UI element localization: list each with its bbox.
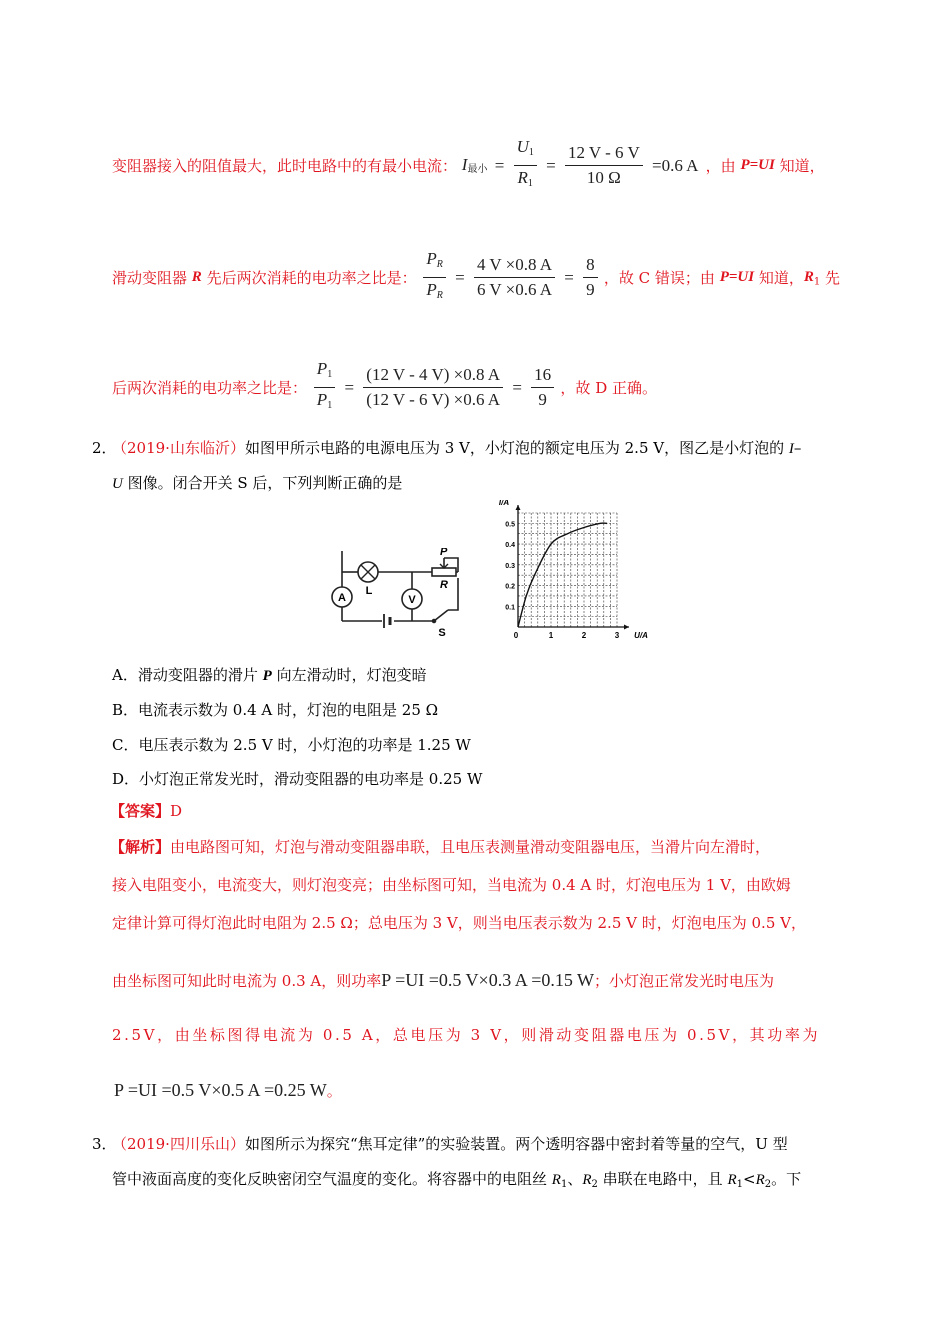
- analysis-line-6: P =UI =0.5 V×0.5 A =0.25 W。: [114, 1080, 342, 1100]
- y-tick-label: 0.1: [505, 604, 515, 612]
- voltmeter-symbol: [402, 589, 422, 609]
- slider-label: P: [440, 548, 448, 558]
- origin-label: 0: [513, 631, 519, 640]
- option-label: D．: [112, 770, 140, 788]
- question-2-source: （2019·山东临沂）: [112, 439, 245, 457]
- x-axis-arrow: [624, 625, 629, 630]
- iu-graph: [488, 500, 648, 646]
- option-text: 电流表示数为 0.4 A 时，灯泡的电阻是 25 Ω: [138, 701, 439, 719]
- solution-line-1: 变阻器接入的阻值最大，此时电路中的有最小电流： $I_{最小}$ = $\frac{U_1}{R_1}$ = $\frac{12 V - 6 V}{10 \Omega}$ =0.6 A ，由 P=UI 知道，: [112, 137, 825, 189]
- switch-symbol: [432, 610, 448, 623]
- battery-symbol: [384, 614, 390, 628]
- y-axis-arrow: [516, 505, 521, 510]
- option-text: 滑动变阻器的滑片: [137, 666, 263, 684]
- answer-value: D: [170, 802, 183, 820]
- ammeter-label: A: [338, 592, 346, 604]
- question-3-stem-line-2: 管中液面高度的变化反映密闭空气温度的变化。将容器中的电阻丝 $R_1$、$R_2$ 串联在电路中，且 $R_1<R_2$。下: [112, 1170, 802, 1190]
- analysis-line-5: 2.5V，由坐标图得电流为 0.5 A，总电压为 3 V，则滑动变阻器电压为 0.5V，其功率为: [112, 1026, 821, 1044]
- question-3-number: 3．: [92, 1135, 117, 1153]
- circuit-diagram: [298, 548, 474, 648]
- option-label: A．: [112, 666, 138, 684]
- question-2-number: 2．: [92, 439, 117, 457]
- question-3-source: （2019·四川乐山）: [112, 1135, 245, 1153]
- lamp-symbol: [358, 562, 378, 582]
- min-current-formula: $I_{最小}$ = $\frac{U_1}{R_1}$ = $\frac{12 V - 6 V}{10 \Omega}$ =0.6 A: [461, 137, 699, 189]
- rheostat-symbol: [432, 558, 456, 576]
- x-tick-label: 3: [614, 631, 620, 640]
- option-variable: P: [262, 668, 272, 684]
- x-tick-label: 2: [581, 631, 587, 640]
- power-equation-2: P =UI =0.5 V×0.5 A =0.25 W: [114, 1080, 327, 1100]
- y-tick-label: 0.5: [505, 521, 515, 529]
- option-c: [112, 734, 471, 755]
- option-text: 电压表示数为 2.5 V 时，小灯泡的功率是 1.25 W: [138, 736, 471, 754]
- analysis-line-3: 定律计算可得灯泡此时电阻为 2.5 Ω；总电压为 3 V，则当电压表示数为 2.5 V 时，灯泡电压为 0.5 V，: [112, 914, 806, 932]
- lamp-label: L: [365, 585, 373, 597]
- analysis-label: 【解析】: [110, 838, 171, 856]
- y-tick-label: 0.4: [505, 542, 515, 550]
- option-label: C．: [112, 736, 139, 754]
- rheostat-label: R: [440, 579, 448, 591]
- question-3-stem-line-1: （2019·四川乐山）如图所示为探究“焦耳定律”的实验装置。两个透明容器中密封着等量的空气，U 型: [112, 1135, 788, 1153]
- question-2-stem-line-1: （2019·山东临沂）如图甲所示电路的电源电压为 3 V，小灯泡的额定电压为 2.5 V，图乙是小灯泡的 I–: [112, 439, 802, 457]
- option-text: 小灯泡正常发光时，滑动变阻器的电功率是 0.25 W: [139, 770, 483, 788]
- answer-label: 【答案】: [110, 802, 171, 820]
- analysis-line-2: 接入电阻变小，电流变大，则灯泡变亮；由坐标图可知，当电流为 0.4 A 时，灯泡电压为 1 V，由欧姆: [112, 876, 791, 894]
- voltmeter-label: V: [408, 594, 416, 606]
- analysis-line-1: 【解析】由电路图可知，灯泡与滑动变阻器串联，且电压表测量滑动变阻器电压，当滑片向左滑时，: [110, 838, 771, 856]
- solution-line-2: 滑动变阻器 R 先后两次消耗的电功率之比是： $\frac{P_R}{P_R}$ = $\frac{4 V \times 0.8 A}{6 V \times 0.6 A}$ = $\frac{8}{9}$ ，故 C 错误；由 P=UI 知道，$R_1$ 先: [112, 249, 841, 301]
- option-a: [112, 664, 427, 685]
- power-ratio-formula: $\frac{P_R}{P_R}$ = $\frac{4 V \times 0.8 A}{6 V \times 0.6 A}$ = $\frac{8}{9}$: [421, 266, 604, 285]
- answer-line: [110, 800, 182, 821]
- switch-label: S: [438, 627, 446, 639]
- y-tick-label: 0.2: [505, 583, 515, 591]
- y-axis-label: I/A: [498, 500, 510, 507]
- solution-line-3: 后两次消耗的电功率之比是： $\frac{P_1}{P_1}$ = $\frac{(12 V - 4 V) \times 0.8 A}{(12 V - 6 V) \times 0.6 A}$ = $\frac{16}{9}$ ，故 D 正确。: [112, 359, 657, 411]
- r1-power-ratio-formula: $\frac{P_1}{P_1}$ = $\frac{(12 V - 4 V) \times 0.8 A}{(12 V - 6 V) \times 0.6 A}$ = $\frac{16}{9}$: [312, 376, 561, 395]
- question-2-stem-line-2: U 图像。闭合开关 S 后，下列判断正确的是: [112, 474, 403, 492]
- option-text-tail: 向左滑动时，灯泡变暗: [271, 666, 427, 684]
- solution-line-1-text: 变阻器接入的阻值最大，此时电路中的有最小电流：: [112, 156, 458, 175]
- option-label: B．: [112, 701, 139, 719]
- x-tick-label: 1: [548, 631, 554, 640]
- option-b: [112, 699, 438, 720]
- x-axis-label: U/A: [634, 631, 648, 640]
- analysis-line-4: 由坐标图可知此时电流为 0.3 A，则功率P =UI =0.5 V×0.3 A =0.15 W；小灯泡正常发光时电压为: [112, 970, 775, 990]
- y-tick-label: 0.3: [505, 562, 515, 570]
- ammeter-symbol: [332, 587, 352, 607]
- power-equation-1: P =UI =0.5 V×0.3 A =0.15 W: [381, 970, 595, 990]
- option-d: [112, 768, 482, 789]
